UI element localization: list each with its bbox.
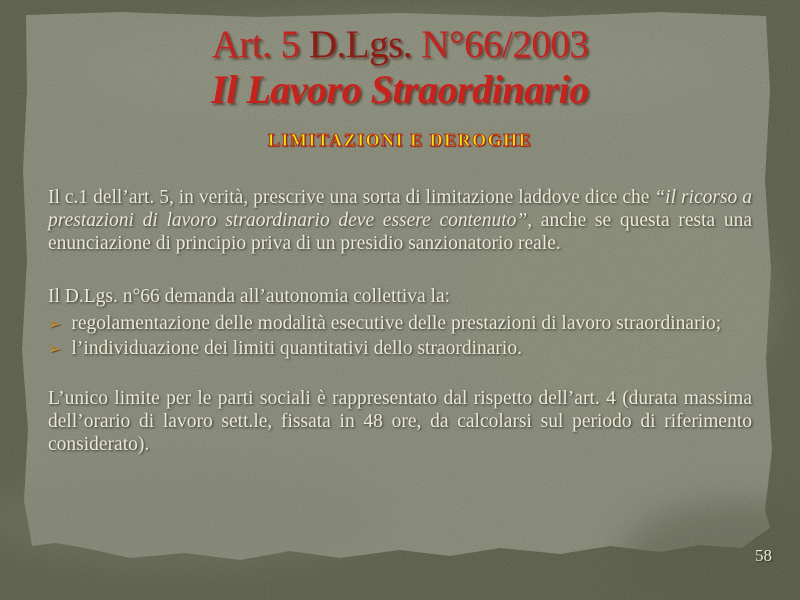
bullet-text: l’individuazione dei limiti quantitativi dello straordinario. [71,338,522,359]
bullet-item-1 [48,312,752,335]
title-post: N°66/2003 [412,23,589,66]
title-line-1 [0,22,800,68]
slide-title [0,22,800,112]
paragraph-intro: Il D.Lgs. n°66 demanda all’autonomia collettiva la: [48,286,451,307]
paragraph-final: L’unico limite per le parti sociali è rappresentato dal rispetto dell’art. 4 (durata massima dell’orario di lavoro sett.le, fissata in 48 ore, da calcolarsi sul periodo di riferimento considerato). [48,388,752,455]
slide-body [48,186,752,456]
title-pre: Art. 5 [211,23,309,66]
page-number: 58 [755,546,772,565]
paragraph-limitation-post: , anche se questa resta una enunciazione di principio priva di un presidio sanzionatorio reale. [48,210,752,254]
title-line-2: Il Lavoro Straordinario [211,67,589,112]
title-highlight: D.Lgs. [308,23,413,66]
bullet-arrow-icon: ➢ [48,314,62,333]
slide-subtitle: LIMITAZIONI E DEROGHE [267,130,533,150]
bullet-arrow-icon: ➢ [48,339,62,358]
paragraph-limitation-pre: Il c.1 dell’art. 5, in verità, prescrive una sorta di limitazione laddove dice che [48,187,655,208]
bullet-text: regolamentazione delle modalità esecutive delle prestazioni di lavoro straordinario; [71,313,722,334]
paragraph-limitation [48,186,752,255]
bullet-item-2 [48,337,752,360]
paragraph-limitation-quote: “il ricorso a prestazioni di lavoro straordinario deve essere contenuto” [48,187,752,231]
